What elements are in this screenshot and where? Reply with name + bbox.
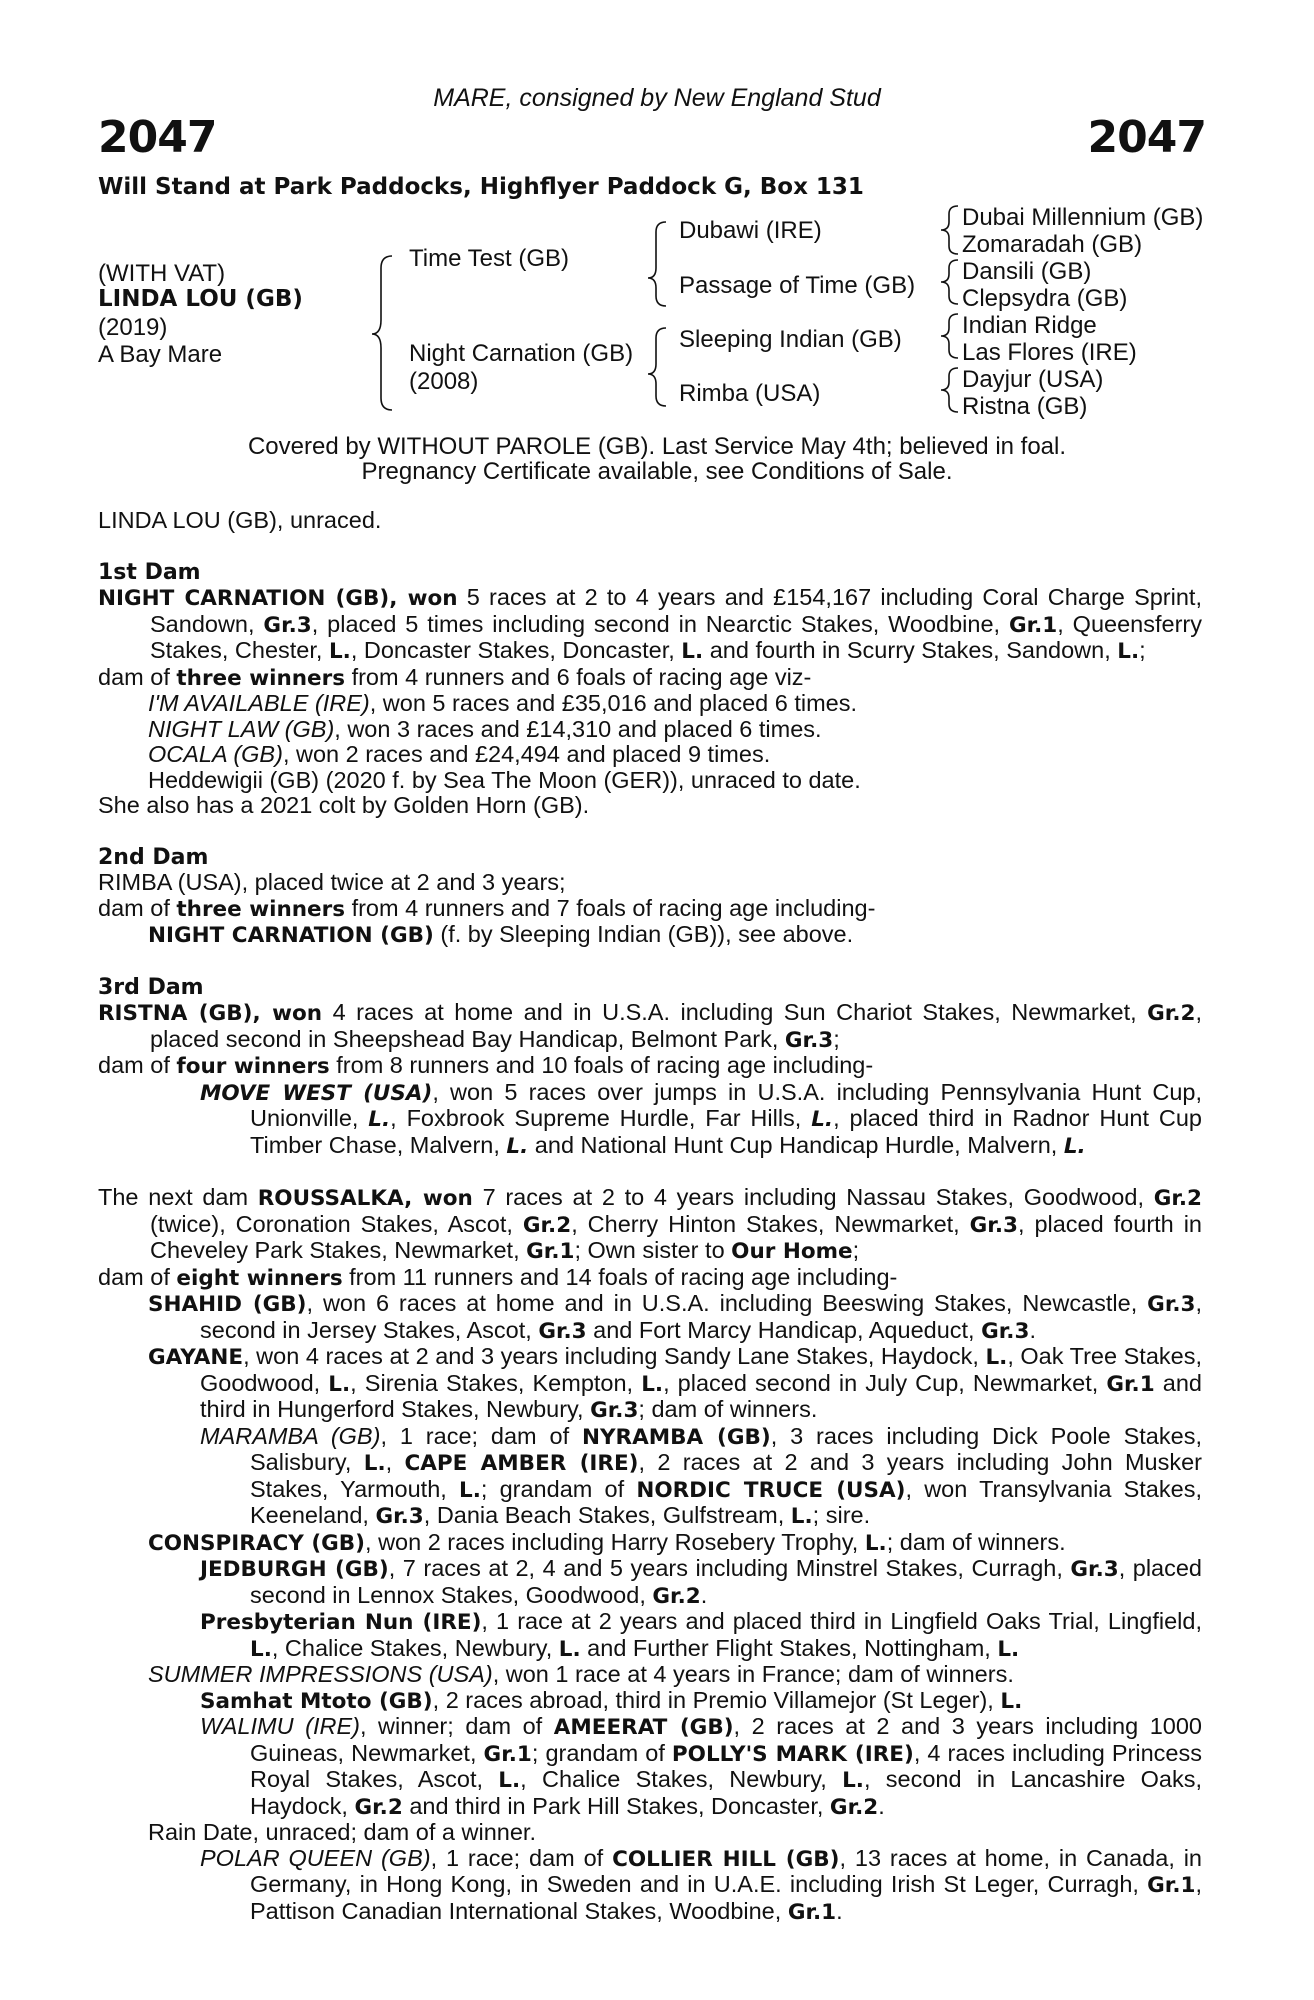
intro-line: LINDA LOU (GB), unraced. (98, 507, 382, 533)
second-dam-heading: 2nd Dam (98, 844, 209, 870)
produce-rain-date: Rain Date, unraced; dam of a winner. (148, 1819, 536, 1845)
third-dam-produce-1: MOVE WEST (USA), won 5 races over jumps in U.S.A. including Pennsylvania Hunt Cup, Unionville, L., Foxbrook Supreme Hurdle, Far Hills, L., placed third in Radnor Hunt Cup Timber Chase, Malvern, L. and National Hunt Cup Handicap Hurdle, Malvern, L. (200, 1078, 1202, 1159)
pedigree-g2: Zomaradah (GB) (962, 231, 1143, 258)
pedigree-g6: Las Flores (IRE) (962, 339, 1137, 366)
produce-maramba: MARAMBA (GB), 1 race; dam of NYRAMBA (GB), 3 races including Dick Poole Stakes, Salisbury, L., CAPE AMBER (IRE), 2 races at 2 and 3 years including John Musker Stakes, Yarmouth, L.; grandam of NORDIC TRUCE (USA), won Transylvania Stakes, Keeneland, Gr.3, Dania Beach Stakes, Gulfstream, L.; sire. (200, 1422, 1203, 1529)
third-dam-produce-summary: dam of four winners from 8 runners and 10 foals of racing age including- (98, 1052, 874, 1079)
produce-gayane: GAYANE, won 4 races at 2 and 3 years including Sandy Lane Stakes, Haydock, L., Oak Tree Stakes, Goodwood, L., Sirenia Stakes, Kempton, L., placed second in July Cup, Newmarket, Gr.1 and third in Hungerford Stakes, Newbury, Gr.3; dam of winners. (148, 1343, 1203, 1423)
pedigree-g8: Ristna (GB) (962, 393, 1088, 420)
third-dam-heading: 3rd Dam (98, 974, 204, 1000)
first-dam-produce-1: I'M AVAILABLE (IRE), won 5 races and £35,016 and placed 6 times. (148, 690, 858, 716)
pedigree-dam-sire: Sleeping Indian (GB) (679, 326, 902, 353)
pedigree-dam-year: (2008) (409, 368, 479, 395)
produce-shahid: SHAHID (GB), won 6 races at home and in U.S.A. including Beeswing Stakes, Newcastle, Gr.3, second in Jersey Stakes, Ascot, Gr.3 and Fort Marcy Handicap, Aqueduct, Gr.3. (148, 1290, 1203, 1344)
location-line: Will Stand at Park Paddocks, Highflyer Paddock G, Box 131 (98, 174, 864, 200)
produce-jedburgh: JEDBURGH (GB), 7 races at 2, 4 and 5 years including Minstrel Stakes, Curragh, Gr.3, placed second in Lennox Stakes, Goodwood, Gr.2. (200, 1555, 1203, 1609)
first-dam-produce-4: Heddewigii (GB) (2020 f. by Sea The Moon (GER)), unraced to date. (148, 766, 861, 793)
produce-polar-queen: POLAR QUEEN (GB), 1 race; dam of COLLIER HILL (GB), 13 races at home, in Canada, in Germany, in Hong Kong, in Sweden and in U.A.E. including Irish St Leger, Curragh, Gr.1, Pattison Canadian International Stakes, Woodbine, Gr.1. (200, 1844, 1202, 1925)
vat-label: (WITH VAT) (98, 260, 226, 287)
first-dam-name: NIGHT CARNATION (GB), won (98, 586, 458, 611)
pedigree-g4: Clepsydra (GB) (962, 285, 1128, 312)
produce-conspiracy: CONSPIRACY (GB), won 2 races including Harry Rosebery Trophy, L.; dam of winners. (148, 1528, 1066, 1556)
catalogue-body (98, 508, 1202, 1925)
covering-note (0, 434, 1314, 484)
horse-name: LINDA LOU (GB) (98, 286, 303, 312)
produce-walimu: WALIMU (IRE), winner; dam of AMEERAT (GB), 2 races at 2 and 3 years including 1000 Guineas, Newmarket, Gr.1; grandam of POLLY'S MARK (IRE), 4 races including Princess Royal Stakes, Ascot, L., Chalice Stakes, Newbury, L., second in Lancashire Oaks, Haydock, Gr.2 and third in Park Hill Stakes, Doncaster, Gr.2. (200, 1713, 1203, 1820)
first-dam-produce-3: OCALA (GB), won 2 races and £24,494 and placed 9 times. (148, 741, 771, 767)
second-dam-produce-1: NIGHT CARNATION (GB) (f. by Sleeping Indian (GB)), see above. (148, 921, 854, 948)
lot-number-right: 2047 (1087, 112, 1206, 163)
next-dam-record: The next dam ROUSSALKA, won 7 races at 2 to 4 years including Nassau Stakes, Goodwood, Gr.2 (twice), Coronation Stakes, Ascot, Gr.2, Cherry Hinton Stakes, Newmarket, Gr.3, placed fourth in Cheveley Park Stakes, Newmarket, Gr.1; Own sister to Our Home; (98, 1184, 1202, 1264)
pedigree-sire: Time Test (GB) (409, 245, 570, 272)
lot-number-left: 2047 (98, 112, 217, 163)
pedigree-dam: Night Carnation (GB) (409, 340, 634, 367)
first-dam-produce-2: NIGHT LAW (GB), won 3 races and £14,310 and placed 6 times. (148, 715, 822, 742)
produce-samhat-mtoto: Samhat Mtoto (GB), 2 races abroad, third in Premio Villamejor (St Leger), L. (200, 1686, 1023, 1714)
horse-year: (2019) (98, 314, 168, 341)
second-dam-produce-summary: dam of three winners from 4 runners and 7 foals of racing age including- (98, 894, 876, 922)
produce-presbyterian-nun: Presbyterian Nun (IRE), 1 race at 2 years and placed third in Lingfield Oaks Trial, Lingfield, L., Chalice Stakes, Newbury, L. and Further Flight Stakes, Nottingham, L. (200, 1608, 1202, 1662)
horse-description: A Bay Mare (98, 341, 223, 368)
pedigree-sire-sire: Dubawi (IRE) (679, 217, 822, 244)
first-dam-produce-summary: dam of three winners from 4 runners and 6 foals of racing age viz- (98, 663, 812, 691)
produce-summer-impressions: SUMMER IMPRESSIONS (USA), won 1 race at 4 years in France; dam of winners. (148, 1661, 1014, 1687)
pedigree-sire-dam: Passage of Time (GB) (679, 272, 916, 299)
pedigree-g5: Indian Ridge (962, 312, 1097, 339)
first-dam-record: NIGHT CARNATION (GB), won 5 races at 2 to 4 years and £154,167 including Coral Charge Sprint, Sandown, Gr.3, placed 5 times including second in Nearctic Stakes, Woodbine, Gr.1, Queensferry Stakes, Chester, L., Doncaster Stakes, Doncaster, L. and fourth in Scurry Stakes, Sandown, L.; (98, 584, 1202, 664)
first-dam-also: She also has a 2021 colt by Golden Horn (GB). (98, 792, 590, 818)
second-dam-record: RIMBA (USA), placed twice at 2 and 3 years; (98, 869, 566, 895)
pedigree-g1: Dubai Millennium (GB) (962, 204, 1204, 231)
consignment-line: MARE, consigned by New England Stud (433, 84, 881, 112)
covering-line-2: Pregnancy Certificate available, see Conditions of Sale. (361, 458, 953, 485)
third-dam-record: RISTNA (GB), won 4 races at home and in U.S.A. including Sun Chariot Stakes, Newmarket, Gr.2, placed second in Sheepshead Bay Handicap, Belmont Park, Gr.3; (98, 999, 1202, 1053)
pedigree-g3: Dansili (GB) (962, 258, 1092, 285)
covering-line-1: Covered by WITHOUT PAROLE (GB). Last Service May 4th; believed in foal. (247, 433, 1067, 460)
next-dam-produce-summary: dam of eight winners from 11 runners and 14 foals of racing age including- (98, 1263, 898, 1291)
first-dam-heading: 1st Dam (98, 559, 201, 585)
pedigree-dam-dam: Rimba (USA) (679, 380, 821, 407)
pedigree-g7: Dayjur (USA) (962, 366, 1104, 393)
